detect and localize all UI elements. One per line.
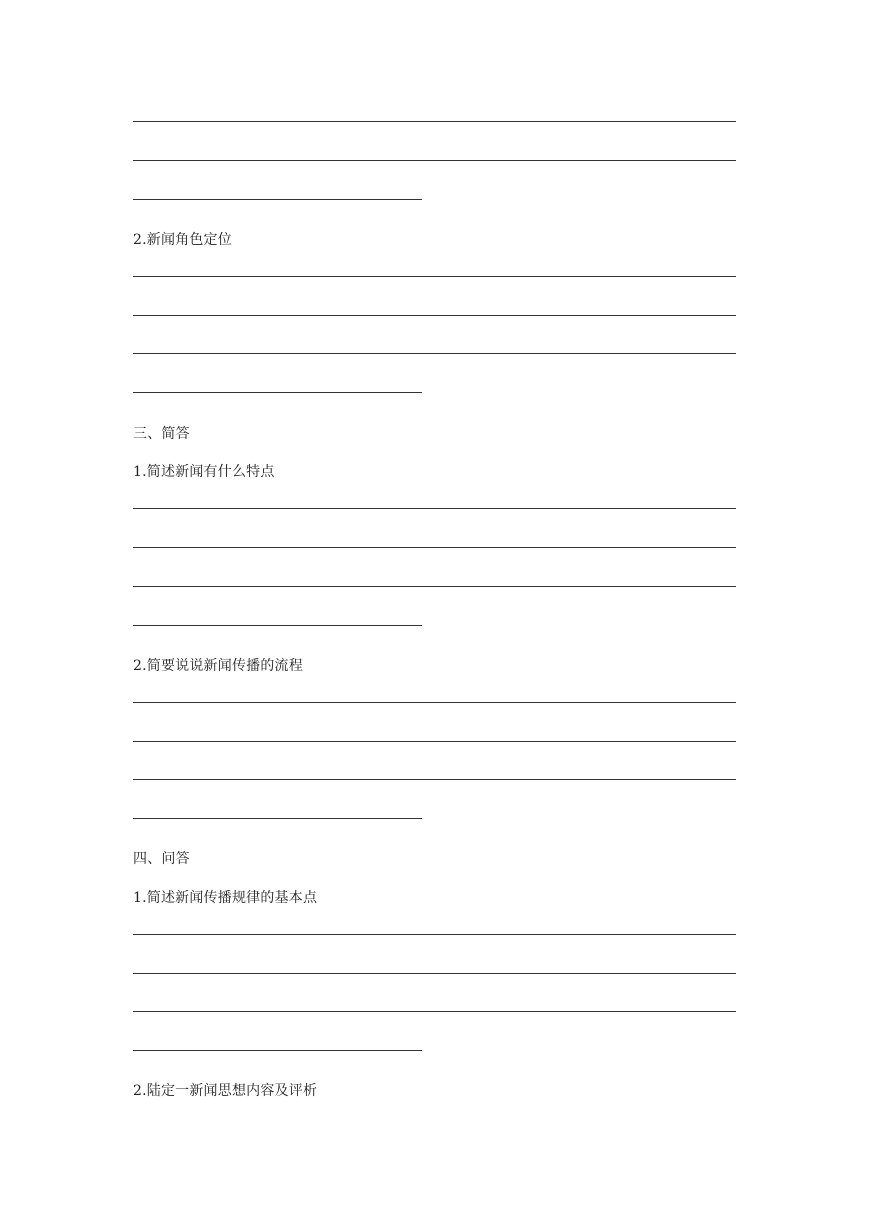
answer-line — [133, 160, 736, 161]
answer-line — [133, 276, 736, 277]
answer-line — [133, 818, 422, 819]
section-heading: 四、问答 — [133, 851, 190, 867]
answer-line — [133, 199, 422, 200]
answer-line — [133, 702, 736, 703]
section-heading: 三、简答 — [133, 426, 190, 442]
answer-line — [133, 315, 736, 316]
answer-line — [133, 741, 736, 742]
question-heading: 2.新闻角色定位 — [133, 232, 232, 248]
answer-line — [133, 508, 736, 509]
question-heading: 1.简述新闻传播规律的基本点 — [133, 890, 318, 906]
answer-line — [133, 392, 422, 393]
answer-line — [133, 973, 736, 974]
answer-line — [133, 625, 422, 626]
question-heading: 2.简要说说新闻传播的流程 — [133, 658, 303, 674]
answer-line — [133, 779, 736, 780]
question-heading: 1.简述新闻有什么特点 — [133, 464, 275, 480]
answer-line — [133, 934, 736, 935]
answer-line — [133, 1011, 736, 1012]
answer-line — [133, 586, 736, 587]
answer-line — [133, 1050, 422, 1051]
question-heading: 2.陆定一新闻思想内容及评析 — [133, 1083, 318, 1099]
answer-line — [133, 547, 736, 548]
answer-line — [133, 353, 736, 354]
answer-line — [133, 121, 736, 122]
